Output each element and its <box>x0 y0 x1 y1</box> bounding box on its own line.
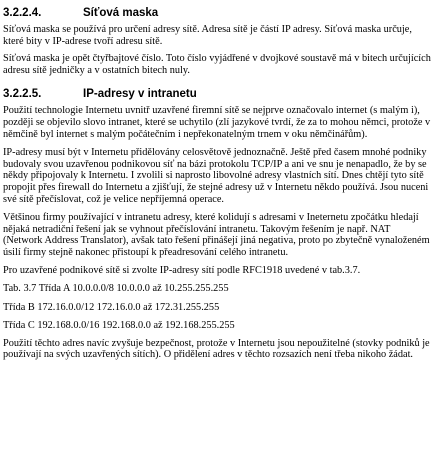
paragraph: Použití technologie Internetu uvnitř uzavřené firemní sítě se nejprve označovalo internet (s malým i), později se objevilo slovo intranet, které se uchytilo (zlí jazykové tvrdí, že za to mohou němci, protože v němčině byl internet s malým počátečním i nepřekonatelným trnem v oku němčinářům). <box>3 105 431 140</box>
section-heading-ip-intranet <box>3 87 431 101</box>
section-number: 3.2.2.5. <box>3 88 42 101</box>
table-line: Tab. 3.7 Třída A 10.0.0.0/8 10.0.0.0 až 10.255.255.255 <box>3 283 229 295</box>
table-line: Třída B 172.16.0.0/12 172.16.0.0 až 172.31.255.255 <box>3 301 220 313</box>
paragraph: Pro uzavřené podnikové sítě si zvolte IP-adresy sítí podle RFC1918 uvedené v tab.3.7. <box>3 264 361 276</box>
paragraph: Použití těchto adres navíc zvyšuje bezpečnost, protože v Internetu jsou nepoužitelné (stovky podniků je používají na svých uzavřených sítích). O přidělení adres v těchto rozsazích není třeba nikoho žádat. <box>3 337 430 361</box>
section-number: 3.2.2.4. <box>3 7 42 19</box>
paragraph: IP-adresy musí být v Internetu přidělovány celosvětově jednoznačně. Ještě před časem mnohé podniky budovaly svou uzavřenou podnikovou síť na bázi protokolu TCP/IP a ani ve snu je nenapadlo, že by se někdy připojovaly k Internetu. I zvolili si naprosto libovolné adresy vlastních sítí. Dnes chtějí tyto sítě propojit přes firewall do Internetu a zjišťují, že stejné adresy už v Internetu někdo používá. Jsou nuceni své sítě přečíslovat, což je velice nepříjemná operace. <box>3 147 429 205</box>
paragraph: Síťová maska se používá pro určení adresy sítě. Adresa sítě je částí IP adresy. Síťová maska určuje, které bity v IP-adrese tvoří adresu sítě. <box>3 24 412 47</box>
table-line: Třída C 192.168.0.0/16 192.168.0.0 až 192.168.255.255 <box>3 320 235 332</box>
section-heading-network-mask <box>3 6 431 20</box>
section-title: Síťová maska <box>83 7 159 19</box>
paragraph: Síťová maska je opět čtyřbajtové číslo. Toto číslo vyjádřené v dvojkové soustavě má v bitech určujících adresu sítě jedničky a v ostatních bitech nuly. <box>3 53 431 76</box>
document-page <box>3 6 431 361</box>
paragraph: Většinou firmy používající v intranetu adresy, které kolidují s adresami v Ineternetu zpočátku hledají nějaká netradiční řešení jak se vyhnout přečíslování intranetu. Takovým řešením je např. NAT (Network Address Translator), avšak tato řešení přinášejí jiná negativa, proto po zbytečně vynaloženém úsilí firmy stejně nakonec přistoupí k přeadresování celého intranetu. <box>3 212 430 258</box>
section-title: IP-adresy v intranetu <box>83 88 197 101</box>
